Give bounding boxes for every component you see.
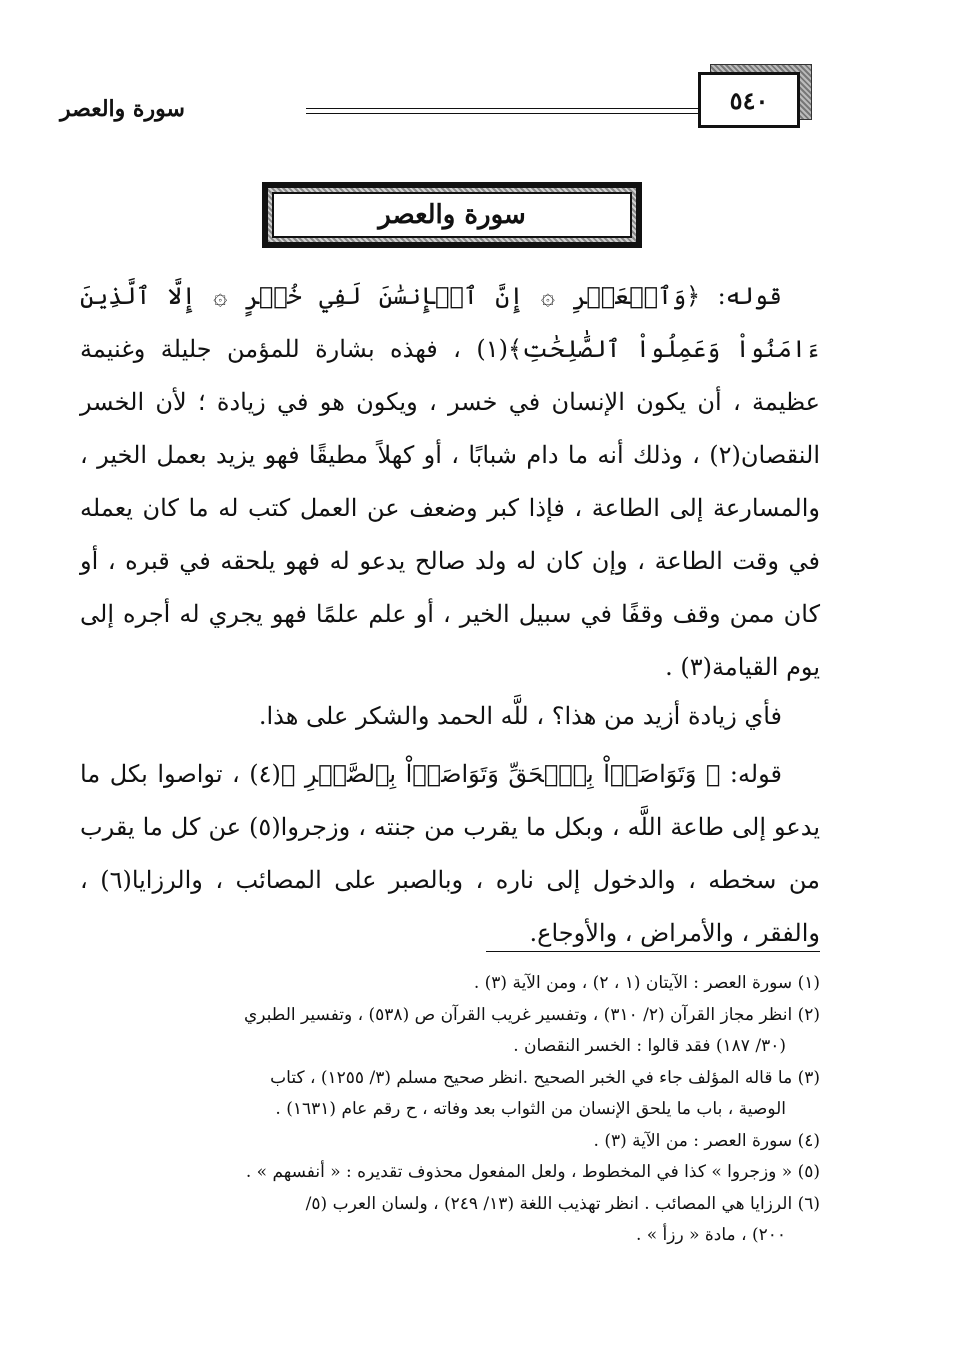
body-paragraph-1 (80, 270, 820, 694)
footnote-5: (٥) « وزجروا » كذا في المخطوط ، ولعل المفعول محذوف تقديره : « أنفسهم » . (245, 1162, 820, 1182)
footnote-separator (486, 951, 820, 952)
paragraph-text: قوله: ﴿ وَتَوَاصَوۡاْ بِٱلۡحَقِّ وَتَوَاصَوۡاْ بِٱلصَّبۡرِ ﴾(٤) ، تواصوا بكل ما يدعو إلى طاعة اللَّه ، وبكل ما يقرب من جنته ، وزجروا(٥) عن كل ما يقرب من سخطه ، والدخول إلى ناره ، وبالصبر على المصائب ، والرزايا(٦) ، والفقر ، والأمراض ، والأوجاع. (80, 760, 820, 947)
footnote-4: (٤) سورة العصر : من الآية (٣) . (593, 1130, 820, 1151)
footnote-2: (٢) انظر مجاز القرآن (٢/ ٣١٠) ، وتفسير غريب القرآن ص (٥٣٨) ، وتفسير الطبري (243, 1004, 820, 1025)
footnote-2-continued: (٣٠/ ١٨٧) فقد قالوا : الخسر النقصان . (513, 1036, 786, 1056)
body-paragraph-3 (80, 748, 820, 960)
paragraph-text: فأي زيادة أزيد من هذا؟ ، للَّه الحمد والشكر على هذا. (258, 702, 782, 730)
footnote-3-continued: الوصية ، باب ما يلحق الإنسان من الثواب بعد وفاته ، ح رقم عام (١٦٣١) . (275, 1099, 786, 1119)
chapter-title: سورة والعصر (272, 192, 632, 238)
body-paragraph-2 (80, 690, 820, 743)
footnote-6: (٦) الرزايا هي المصائب . انظر تهذيب اللغة (١٣/ ٢٤٩) ، ولسان العرب (٥/ (305, 1193, 820, 1214)
running-head: سورة والعصر (60, 96, 185, 122)
footnote-6-continued: ٢٠٠) ، مادة « رزأ » . (635, 1225, 786, 1245)
header-rule (306, 108, 698, 114)
footnote-1: (١) سورة العصر : الآيتان (١ ، ٢) ، ومن الآية (٣) . (473, 973, 820, 993)
page-number: ٥٤٠ (698, 72, 800, 128)
chapter-title-box (262, 182, 642, 248)
chapter-title-frame (268, 188, 636, 242)
paragraph-text: قوله: ﴿وَٱلۡعَصۡرِ ۞ إِنَّ ٱلۡإِنسَٰنَ لَفِي خُسۡرٍ ۞ إِلَّا ٱلَّذِينَ ءَامَنُواْ وَعَمِلُواْ ٱلصَّٰلِحَٰتِ﴾(١) ، فهذه بشارة للمؤمن جليلة وغنيمة عظيمة ، أن يكون الإنسان في خسر ، ويكون هو في زيادة ؛ لأن الخسر النقصان(٢) ، وذلك أنه ما دام شبابًا ، أو كهلاً مطيقًا فهو يزيد بعمل الخير ، والمسارعة إلى الطاعة ، فإذا كبر وضعف عن العمل كتب له ما كان يعمله في وقت الطاعة ، وإن كان له ولد صالح يدعو له فهو يلحقه في قبره ، أو كان ممن وقف وقفًا في سبيل الخير ، أو علم علمًا فهو يجري له أجره إلى يوم القيامة(٣) . (80, 282, 821, 681)
footnotes (76, 968, 820, 1252)
footnote-3: (٣) ما قاله المؤلف جاء في الخبر الصحيح .انظر صحيح مسلم (٣/ ١٢٥٥) ، كتاب (270, 1067, 820, 1088)
